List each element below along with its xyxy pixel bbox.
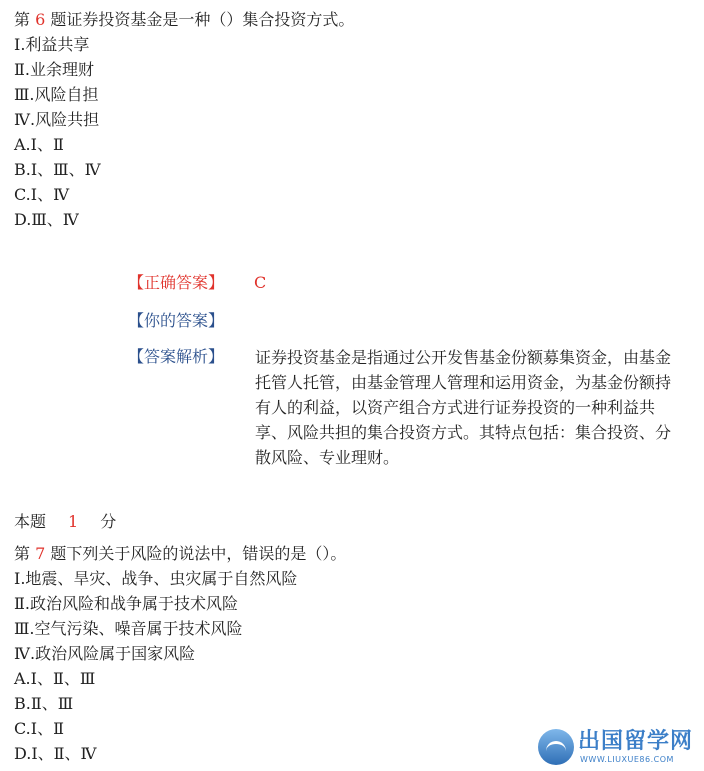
statement-item: Ⅳ.政治风险属于国家风险	[14, 644, 196, 663]
statement-item: Ⅰ.利益共享	[14, 35, 90, 54]
statement-item: Ⅰ.地震、旱灾、战争、虫灾属于自然风险	[14, 569, 298, 588]
option-b: B.Ⅰ、Ⅲ、Ⅳ	[14, 160, 101, 179]
option-d: D.Ⅲ、Ⅳ	[14, 210, 79, 229]
statement-item: Ⅱ.业余理财	[14, 60, 94, 79]
your-answer-label: 【你的答案】	[128, 311, 225, 330]
watermark-title: 出国留学网	[578, 729, 694, 754]
score-line	[14, 510, 116, 534]
explanation-text: 证券投资基金是指通过公开发售基金份额募集资金，由基金托管人托管，由基金管理人管理和运用资金，为基金份额持有人的利益，以资产组合方式进行证券投资的一种利益共享、风险共担的集合投资方式。其特点包括：集合投资、分散风险、专业理财。	[255, 348, 672, 467]
question-text: 题下列关于风险的说法中，错误的是（）。	[45, 544, 347, 563]
statement-item: Ⅱ.政治风险和战争属于技术风险	[14, 594, 238, 613]
question-text: 题证券投资基金是一种（）集合投资方式。	[45, 10, 355, 29]
option-b: B.Ⅱ、Ⅲ	[14, 694, 74, 713]
question-prefix: 第	[14, 544, 36, 563]
score-value: 1	[68, 512, 79, 531]
option-a: A.Ⅰ、Ⅱ	[14, 135, 64, 154]
question-prefix: 第	[14, 10, 36, 29]
site-logo-icon	[538, 729, 574, 765]
statement-item: Ⅲ.风险自担	[14, 85, 99, 104]
question-7-stem	[14, 542, 346, 566]
score-unit: 分	[100, 512, 117, 531]
statement-item: Ⅲ.空气污染、噪音属于技术风险	[14, 619, 243, 638]
site-watermark	[538, 729, 698, 767]
explanation-label: 【答案解析】	[128, 347, 225, 366]
correct-answer-label: 【正确答案】	[128, 273, 225, 292]
question-6-stem	[14, 8, 354, 32]
watermark-url: WWW.LIUXUE86.COM	[580, 755, 674, 764]
statement-item: Ⅳ.风险共担	[14, 110, 100, 129]
option-d: D.Ⅰ、Ⅱ、Ⅳ	[14, 744, 97, 763]
option-a: A.Ⅰ、Ⅱ、Ⅲ	[14, 669, 96, 688]
score-prefix: 本题	[14, 512, 47, 531]
option-c: C.Ⅰ、Ⅳ	[14, 185, 70, 204]
question-number: 7	[35, 544, 46, 563]
option-c: C.Ⅰ、Ⅱ	[14, 719, 64, 738]
correct-answer-row	[128, 271, 267, 295]
question-number: 6	[35, 10, 46, 29]
correct-answer-value: C	[254, 273, 267, 292]
